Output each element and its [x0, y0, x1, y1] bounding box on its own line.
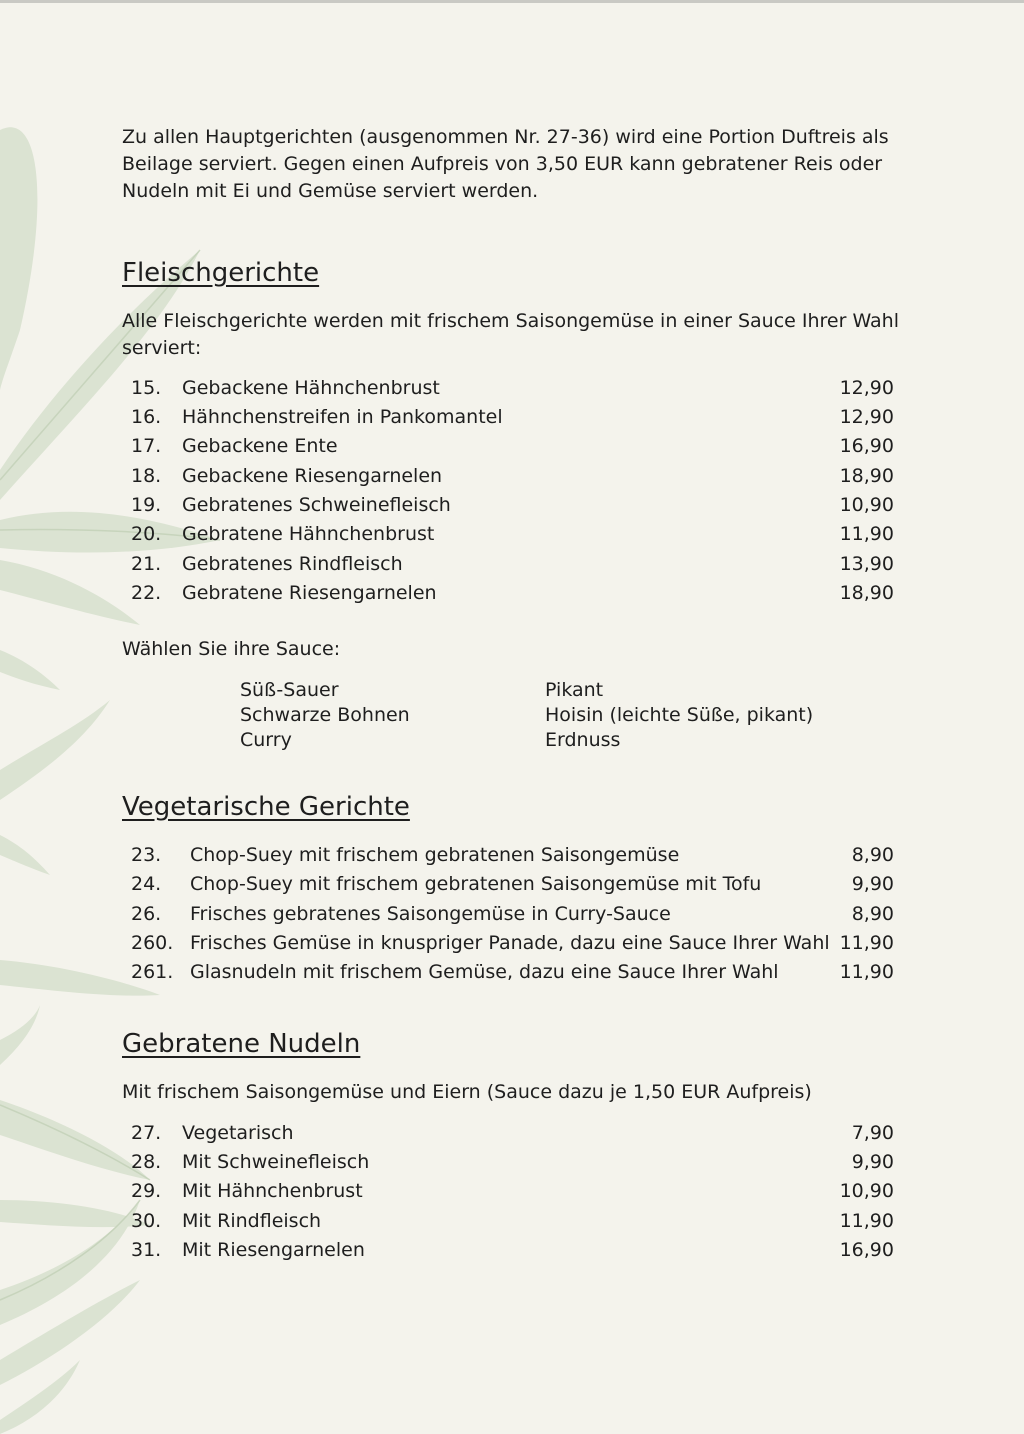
item-price: 8,90: [851, 844, 894, 866]
menu-item: [0, 520, 1024, 549]
item-price: 13,90: [839, 553, 894, 575]
item-name: Gebackene Ente: [182, 435, 338, 457]
menu-item: [0, 1207, 1024, 1236]
item-number: 15.: [131, 377, 162, 399]
item-price: 10,90: [839, 494, 894, 516]
menu-item: [0, 958, 1024, 987]
menu-item: [0, 1119, 1024, 1148]
item-price: 11,90: [839, 932, 894, 954]
item-name: Chop-Suey mit frischem gebratenen Saisongemüse mit Tofu: [190, 873, 762, 895]
section-title-vegetarian: Vegetarische Gerichte: [122, 792, 410, 822]
item-name: Frisches gebratenes Saisongemüse in Curry-Sauce: [190, 903, 671, 925]
item-name: Mit Schweinefleisch: [182, 1151, 370, 1173]
item-number: 22.: [131, 582, 162, 604]
sauce-prompt: Wählen Sie ihre Sauce:: [122, 638, 341, 660]
item-number: 17.: [131, 435, 162, 457]
item-name: Frisches Gemüse in knuspriger Panade, dazu eine Sauce Ihrer Wahl: [190, 932, 830, 954]
item-name: Gebratene Hähnchenbrust: [182, 523, 435, 545]
menu-item: [0, 432, 1024, 461]
item-price: 8,90: [851, 903, 894, 925]
menu-item: [0, 1177, 1024, 1206]
item-number: 261.: [131, 961, 174, 983]
item-price: 11,90: [839, 1210, 894, 1232]
item-name: Gebackene Hähnchenbrust: [182, 377, 440, 399]
item-number: 31.: [131, 1239, 162, 1261]
item-price: 11,90: [839, 523, 894, 545]
item-number: 19.: [131, 494, 162, 516]
item-name: Gebackene Riesengarnelen: [182, 465, 443, 487]
sauce-option: Hoisin (leichte Süße, pikant): [545, 704, 814, 726]
item-number: 260.: [131, 932, 174, 954]
item-number: 20.: [131, 523, 162, 545]
menu-item: [0, 870, 1024, 899]
menu-item: [0, 403, 1024, 432]
item-price: 7,90: [851, 1122, 894, 1144]
section-title-noodles: Gebratene Nudeln: [122, 1029, 361, 1059]
item-price: 11,90: [839, 961, 894, 983]
menu-item: [0, 579, 1024, 608]
menu-item: [0, 900, 1024, 929]
meat-description: Alle Fleischgerichte werden mit frischem Saisongemüse in einer Sauce Ihrer Wahl serviert:: [122, 310, 899, 359]
item-number: 21.: [131, 553, 162, 575]
item-name: Glasnudeln mit frischem Gemüse, dazu eine Sauce Ihrer Wahl: [190, 961, 779, 983]
item-price: 9,90: [851, 1151, 894, 1173]
item-price: 12,90: [839, 406, 894, 428]
item-price: 16,90: [839, 1239, 894, 1261]
section-title-meat: Fleischgerichte: [122, 258, 320, 288]
menu-item: [0, 929, 1024, 958]
item-name: Vegetarisch: [182, 1122, 294, 1144]
item-number: 30.: [131, 1210, 162, 1232]
menu-item: [0, 491, 1024, 520]
menu-item: [0, 550, 1024, 579]
item-number: 28.: [131, 1151, 162, 1173]
item-name: Mit Hähnchenbrust: [182, 1180, 363, 1202]
item-name: Mit Rindfleisch: [182, 1210, 322, 1232]
menu-item: [0, 1236, 1024, 1265]
item-name: Mit Riesengarnelen: [182, 1239, 365, 1261]
item-number: 27.: [131, 1122, 162, 1144]
item-price: 9,90: [851, 873, 894, 895]
item-number: 18.: [131, 465, 162, 487]
item-number: 24.: [131, 873, 162, 895]
item-name: Gebratenes Rindfleisch: [182, 553, 403, 575]
menu-item: [0, 841, 1024, 870]
sauce-option: Schwarze Bohnen: [240, 704, 410, 726]
item-price: 16,90: [839, 435, 894, 457]
menu-item: [0, 1148, 1024, 1177]
item-price: 18,90: [839, 465, 894, 487]
sauce-option: Curry: [240, 729, 292, 751]
item-number: 29.: [131, 1180, 162, 1202]
intro-text: Zu allen Hauptgerichten (ausgenommen Nr. 27-36) wird eine Portion Duftreis als Beilage serviert. Gegen einen Aufpreis von 3,50 EUR kann gebratener Reis oder Nudeln mit Ei und Gemüse serviert werden.: [122, 126, 889, 202]
sauce-option: Erdnuss: [545, 729, 621, 751]
menu-item: [0, 374, 1024, 403]
item-name: Gebratenes Schweinefleisch: [182, 494, 451, 516]
item-number: 23.: [131, 844, 162, 866]
item-price: 10,90: [839, 1180, 894, 1202]
item-number: 26.: [131, 903, 162, 925]
item-number: 16.: [131, 406, 162, 428]
sauce-option: Pikant: [545, 679, 604, 701]
item-name: Gebratene Riesengarnelen: [182, 582, 437, 604]
item-name: Hähnchenstreifen in Pankomantel: [182, 406, 503, 428]
item-price: 12,90: [839, 377, 894, 399]
item-name: Chop-Suey mit frischem gebratenen Saisongemüse: [190, 844, 680, 866]
menu-item: [0, 462, 1024, 491]
item-price: 18,90: [839, 582, 894, 604]
noodles-description: Mit frischem Saisongemüse und Eiern (Sauce dazu je 1,50 EUR Aufpreis): [122, 1081, 812, 1103]
sauce-option: Süß-Sauer: [240, 679, 339, 701]
